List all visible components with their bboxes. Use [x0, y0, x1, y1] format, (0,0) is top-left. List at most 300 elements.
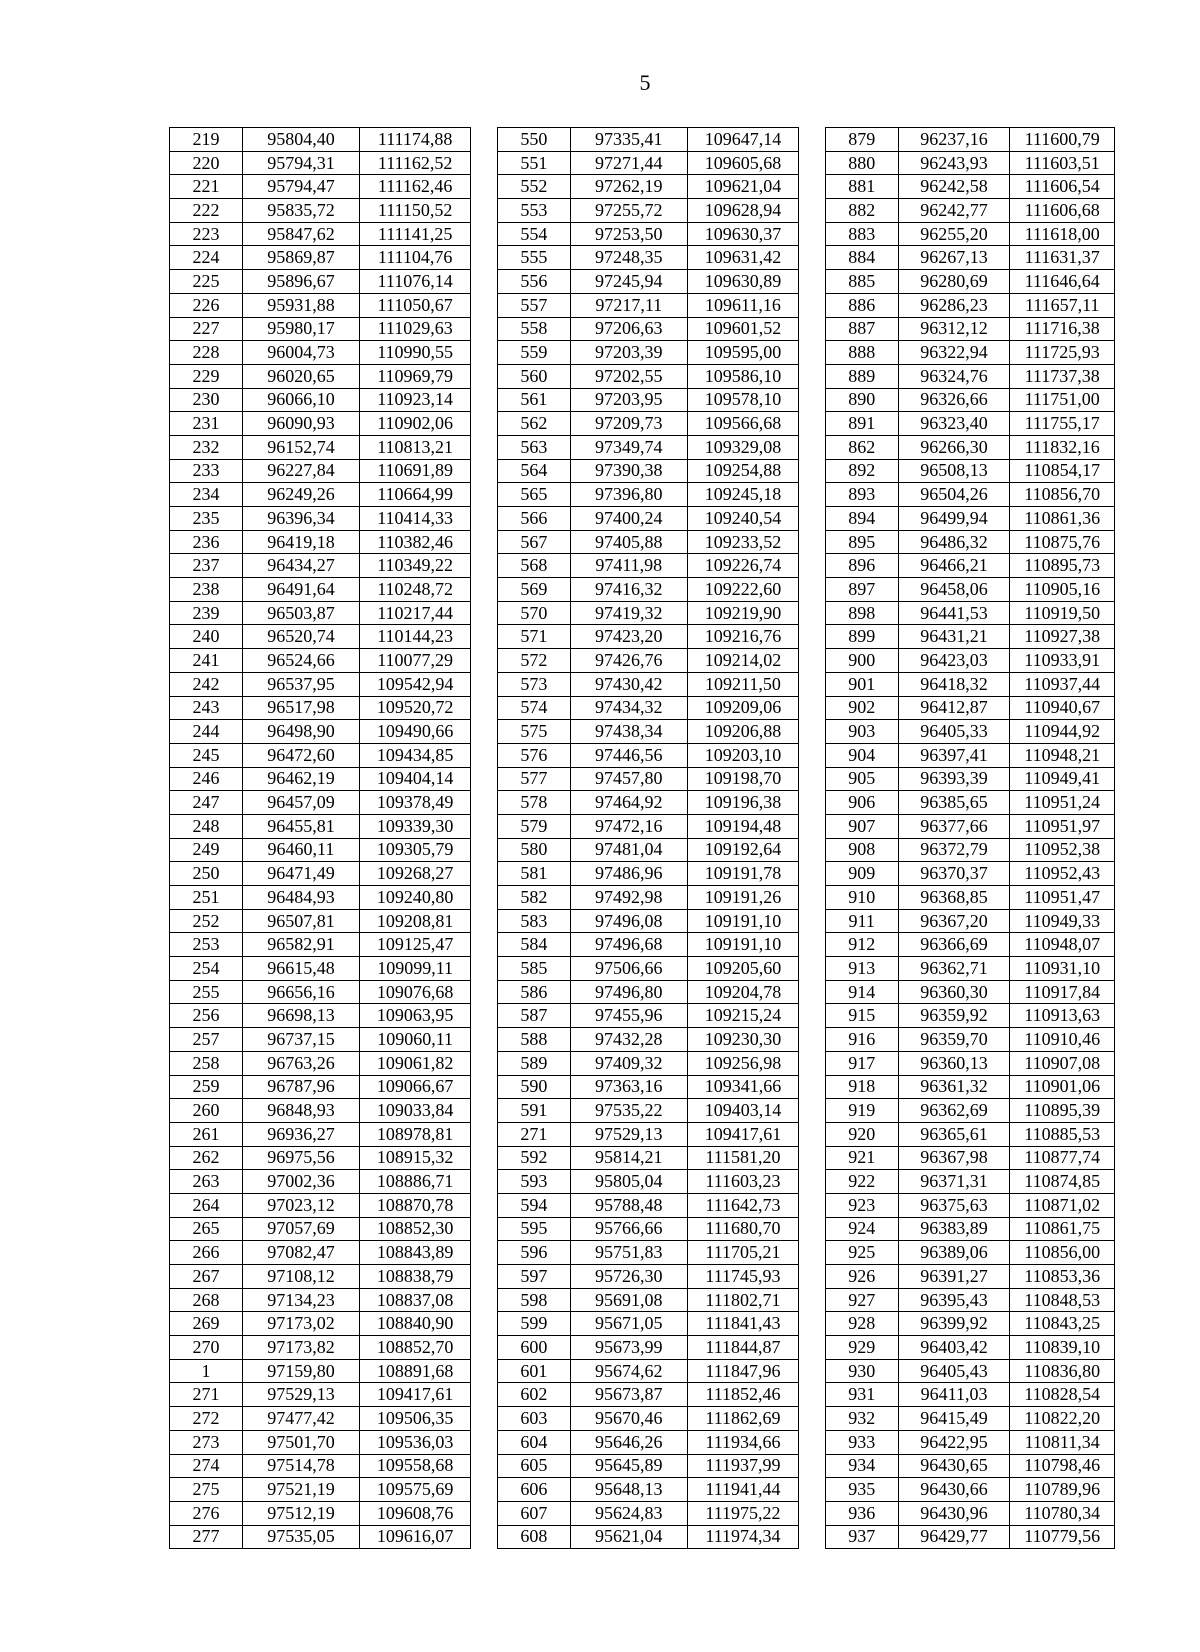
column-group-gap [471, 483, 497, 507]
column-group-gap [471, 1122, 497, 1146]
y-coordinate-cell: 111104,76 [359, 246, 471, 270]
x-coordinate-cell: 96324,76 [898, 364, 1010, 388]
y-coordinate-cell: 111642,73 [687, 1193, 799, 1217]
y-coordinate-cell: 109196,38 [687, 791, 799, 815]
x-coordinate-cell: 95671,05 [570, 1312, 687, 1336]
y-coordinate-cell: 111745,93 [687, 1265, 799, 1289]
y-coordinate-cell: 110798,46 [1010, 1454, 1115, 1478]
point-number-cell: 232 [170, 435, 243, 459]
column-group-gap [471, 1217, 497, 1241]
y-coordinate-cell: 111603,51 [1010, 151, 1115, 175]
x-coordinate-cell: 96326,66 [898, 388, 1010, 412]
table-row [170, 1217, 1115, 1241]
point-number-cell: 884 [825, 246, 898, 270]
y-coordinate-cell: 110836,80 [1010, 1359, 1115, 1383]
table-row [170, 1501, 1115, 1525]
point-number-cell: 895 [825, 530, 898, 554]
y-coordinate-cell: 110917,84 [1010, 980, 1115, 1004]
table-row [170, 1525, 1115, 1549]
point-number-cell: 608 [497, 1525, 570, 1549]
column-group-gap [799, 649, 825, 673]
column-group-gap [799, 1170, 825, 1194]
column-group-gap [471, 1241, 497, 1265]
y-coordinate-cell: 110951,97 [1010, 814, 1115, 838]
y-coordinate-cell: 109076,68 [359, 980, 471, 1004]
x-coordinate-cell: 97248,35 [570, 246, 687, 270]
point-number-cell: 259 [170, 1075, 243, 1099]
y-coordinate-cell: 110843,25 [1010, 1312, 1115, 1336]
y-coordinate-cell: 110779,56 [1010, 1525, 1115, 1549]
x-coordinate-cell: 96362,71 [898, 957, 1010, 981]
x-coordinate-cell: 96066,10 [243, 388, 360, 412]
x-coordinate-cell: 96472,60 [243, 743, 360, 767]
point-number-cell: 252 [170, 909, 243, 933]
point-number-cell: 882 [825, 199, 898, 223]
y-coordinate-cell: 109404,14 [359, 767, 471, 791]
point-number-cell: 277 [170, 1525, 243, 1549]
column-group-gap [471, 1099, 497, 1123]
y-coordinate-cell: 110789,96 [1010, 1478, 1115, 1502]
x-coordinate-cell: 97262,19 [570, 175, 687, 199]
x-coordinate-cell: 96399,92 [898, 1312, 1010, 1336]
column-group-gap [471, 364, 497, 388]
point-number-cell: 223 [170, 222, 243, 246]
point-number-cell: 600 [497, 1336, 570, 1360]
y-coordinate-cell: 109125,47 [359, 933, 471, 957]
point-number-cell: 910 [825, 886, 898, 910]
point-number-cell: 247 [170, 791, 243, 815]
page-number: 5 [639, 70, 651, 95]
column-group-gap [799, 412, 825, 436]
column-group-gap [799, 601, 825, 625]
point-number-cell: 266 [170, 1241, 243, 1265]
x-coordinate-cell: 95674,62 [570, 1359, 687, 1383]
column-group-gap [471, 862, 497, 886]
y-coordinate-cell: 109209,06 [687, 696, 799, 720]
column-group-gap [471, 388, 497, 412]
table-row [170, 1004, 1115, 1028]
table-row [170, 199, 1115, 223]
y-coordinate-cell: 111737,38 [1010, 364, 1115, 388]
x-coordinate-cell: 97023,12 [243, 1193, 360, 1217]
column-group-gap [799, 933, 825, 957]
column-group-gap [799, 1407, 825, 1431]
point-number-cell: 889 [825, 364, 898, 388]
x-coordinate-cell: 96737,15 [243, 1028, 360, 1052]
x-coordinate-cell: 97349,74 [570, 435, 687, 459]
point-number-cell: 586 [497, 980, 570, 1004]
column-group-gap [799, 696, 825, 720]
point-number-cell: 551 [497, 151, 570, 175]
table-row [170, 1336, 1115, 1360]
column-group-gap [471, 672, 497, 696]
point-number-cell: 574 [497, 696, 570, 720]
point-number-cell: 934 [825, 1454, 898, 1478]
x-coordinate-cell: 97430,42 [570, 672, 687, 696]
x-coordinate-cell: 96499,94 [898, 507, 1010, 531]
y-coordinate-cell: 109586,10 [687, 364, 799, 388]
point-number-cell: 881 [825, 175, 898, 199]
y-coordinate-cell: 111657,11 [1010, 293, 1115, 317]
point-number-cell: 1 [170, 1359, 243, 1383]
table-row [170, 862, 1115, 886]
point-number-cell: 593 [497, 1170, 570, 1194]
x-coordinate-cell: 96366,69 [898, 933, 1010, 957]
point-number-cell: 553 [497, 199, 570, 223]
y-coordinate-cell: 110885,53 [1010, 1122, 1115, 1146]
table-row [170, 222, 1115, 246]
y-coordinate-cell: 109417,61 [359, 1383, 471, 1407]
x-coordinate-cell: 97253,50 [570, 222, 687, 246]
point-number-cell: 571 [497, 625, 570, 649]
point-number-cell: 605 [497, 1454, 570, 1478]
y-coordinate-cell: 110691,89 [359, 459, 471, 483]
x-coordinate-cell: 97496,80 [570, 980, 687, 1004]
y-coordinate-cell: 109608,76 [359, 1501, 471, 1525]
y-coordinate-cell: 110895,73 [1010, 554, 1115, 578]
y-coordinate-cell: 109630,89 [687, 270, 799, 294]
y-coordinate-cell: 111862,69 [687, 1407, 799, 1431]
column-group-gap [471, 1383, 497, 1407]
column-group-gap [471, 1146, 497, 1170]
point-number-cell: 565 [497, 483, 570, 507]
point-number-cell: 897 [825, 578, 898, 602]
point-number-cell: 573 [497, 672, 570, 696]
y-coordinate-cell: 110144,23 [359, 625, 471, 649]
x-coordinate-cell: 95980,17 [243, 317, 360, 341]
y-coordinate-cell: 109208,81 [359, 909, 471, 933]
y-coordinate-cell: 109506,35 [359, 1407, 471, 1431]
x-coordinate-cell: 97464,92 [570, 791, 687, 815]
point-number-cell: 244 [170, 720, 243, 744]
column-group-gap [471, 175, 497, 199]
y-coordinate-cell: 110813,21 [359, 435, 471, 459]
column-group-gap [471, 1359, 497, 1383]
point-number-cell: 900 [825, 649, 898, 673]
column-group-gap [799, 1359, 825, 1383]
y-coordinate-cell: 110382,46 [359, 530, 471, 554]
y-coordinate-cell: 111832,16 [1010, 435, 1115, 459]
y-coordinate-cell: 108838,79 [359, 1265, 471, 1289]
y-coordinate-cell: 109216,76 [687, 625, 799, 649]
table-row [170, 1099, 1115, 1123]
x-coordinate-cell: 96484,93 [243, 886, 360, 910]
y-coordinate-cell: 111934,66 [687, 1430, 799, 1454]
column-group-gap [471, 222, 497, 246]
column-group-gap [471, 649, 497, 673]
column-group-gap [471, 270, 497, 294]
column-group-gap [471, 1028, 497, 1052]
y-coordinate-cell: 110875,76 [1010, 530, 1115, 554]
x-coordinate-cell: 97209,73 [570, 412, 687, 436]
x-coordinate-cell: 95751,83 [570, 1241, 687, 1265]
point-number-cell: 236 [170, 530, 243, 554]
point-number-cell: 239 [170, 601, 243, 625]
y-coordinate-cell: 109256,98 [687, 1051, 799, 1075]
y-coordinate-cell: 110848,53 [1010, 1288, 1115, 1312]
point-number-cell: 564 [497, 459, 570, 483]
y-coordinate-cell: 109230,30 [687, 1028, 799, 1052]
y-coordinate-cell: 111162,46 [359, 175, 471, 199]
table-row [170, 530, 1115, 554]
y-coordinate-cell: 109245,18 [687, 483, 799, 507]
point-number-cell: 886 [825, 293, 898, 317]
x-coordinate-cell: 97496,08 [570, 909, 687, 933]
point-number-cell: 885 [825, 270, 898, 294]
x-coordinate-cell: 96434,27 [243, 554, 360, 578]
point-number-cell: 913 [825, 957, 898, 981]
y-coordinate-cell: 110349,22 [359, 554, 471, 578]
column-group-gap [471, 317, 497, 341]
y-coordinate-cell: 111606,54 [1010, 175, 1115, 199]
x-coordinate-cell: 95645,89 [570, 1454, 687, 1478]
y-coordinate-cell: 110951,47 [1010, 886, 1115, 910]
point-number-cell: 599 [497, 1312, 570, 1336]
x-coordinate-cell: 96237,16 [898, 128, 1010, 152]
table-row [170, 720, 1115, 744]
y-coordinate-cell: 110907,08 [1010, 1051, 1115, 1075]
x-coordinate-cell: 97529,13 [243, 1383, 360, 1407]
table-row [170, 1312, 1115, 1336]
y-coordinate-cell: 109601,52 [687, 317, 799, 341]
column-group-gap [471, 601, 497, 625]
y-coordinate-cell: 109191,10 [687, 909, 799, 933]
table-row [170, 578, 1115, 602]
x-coordinate-cell: 97486,96 [570, 862, 687, 886]
column-group-gap [799, 222, 825, 246]
point-number-cell: 265 [170, 1217, 243, 1241]
column-group-gap [799, 1193, 825, 1217]
y-coordinate-cell: 110217,44 [359, 601, 471, 625]
table-row [170, 1028, 1115, 1052]
column-group-gap [799, 791, 825, 815]
x-coordinate-cell: 96377,66 [898, 814, 1010, 838]
column-group-gap [799, 1146, 825, 1170]
point-number-cell: 237 [170, 554, 243, 578]
point-number-cell: 242 [170, 672, 243, 696]
y-coordinate-cell: 110839,10 [1010, 1336, 1115, 1360]
column-group-gap [471, 743, 497, 767]
x-coordinate-cell: 96429,77 [898, 1525, 1010, 1549]
x-coordinate-cell: 96466,21 [898, 554, 1010, 578]
point-number-cell: 903 [825, 720, 898, 744]
point-number-cell: 261 [170, 1122, 243, 1146]
point-number-cell: 604 [497, 1430, 570, 1454]
column-group-gap [799, 1004, 825, 1028]
x-coordinate-cell: 96405,33 [898, 720, 1010, 744]
point-number-cell: 557 [497, 293, 570, 317]
table-row [170, 838, 1115, 862]
x-coordinate-cell: 95621,04 [570, 1525, 687, 1549]
x-coordinate-cell: 96517,98 [243, 696, 360, 720]
column-group-gap [471, 886, 497, 910]
y-coordinate-cell: 111802,71 [687, 1288, 799, 1312]
table-row [170, 625, 1115, 649]
point-number-cell: 925 [825, 1241, 898, 1265]
y-coordinate-cell: 109192,64 [687, 838, 799, 862]
x-coordinate-cell: 96323,40 [898, 412, 1010, 436]
column-group-gap [799, 862, 825, 886]
point-number-cell: 575 [497, 720, 570, 744]
column-group-gap [799, 364, 825, 388]
point-number-cell: 250 [170, 862, 243, 886]
table-row [170, 1430, 1115, 1454]
y-coordinate-cell: 110910,46 [1010, 1028, 1115, 1052]
x-coordinate-cell: 95788,48 [570, 1193, 687, 1217]
x-coordinate-cell: 96936,27 [243, 1122, 360, 1146]
x-coordinate-cell: 97173,02 [243, 1312, 360, 1336]
x-coordinate-cell: 96498,90 [243, 720, 360, 744]
table-row [170, 364, 1115, 388]
point-number-cell: 264 [170, 1193, 243, 1217]
x-coordinate-cell: 97446,56 [570, 743, 687, 767]
x-coordinate-cell: 96615,48 [243, 957, 360, 981]
table-row [170, 293, 1115, 317]
x-coordinate-cell: 97472,16 [570, 814, 687, 838]
point-number-cell: 601 [497, 1359, 570, 1383]
column-group-gap [471, 246, 497, 270]
column-group-gap [799, 814, 825, 838]
column-group-gap [799, 554, 825, 578]
point-number-cell: 906 [825, 791, 898, 815]
x-coordinate-cell: 97529,13 [570, 1122, 687, 1146]
column-group-gap [799, 1288, 825, 1312]
point-number-cell: 893 [825, 483, 898, 507]
x-coordinate-cell: 96243,93 [898, 151, 1010, 175]
x-coordinate-cell: 96383,89 [898, 1217, 1010, 1241]
point-number-cell: 577 [497, 767, 570, 791]
point-number-cell: 924 [825, 1217, 898, 1241]
x-coordinate-cell: 96460,11 [243, 838, 360, 862]
point-number-cell: 594 [497, 1193, 570, 1217]
y-coordinate-cell: 109205,60 [687, 957, 799, 981]
column-group-gap [471, 1430, 497, 1454]
point-number-cell: 243 [170, 696, 243, 720]
point-number-cell: 228 [170, 341, 243, 365]
column-group-gap [799, 483, 825, 507]
x-coordinate-cell: 97416,32 [570, 578, 687, 602]
x-coordinate-cell: 96507,81 [243, 909, 360, 933]
y-coordinate-cell: 109434,85 [359, 743, 471, 767]
column-group-gap [799, 1028, 825, 1052]
x-coordinate-cell: 97202,55 [570, 364, 687, 388]
column-group-gap [471, 128, 497, 152]
y-coordinate-cell: 111603,23 [687, 1170, 799, 1194]
x-coordinate-cell: 97396,80 [570, 483, 687, 507]
point-number-cell: 879 [825, 128, 898, 152]
column-group-gap [471, 341, 497, 365]
x-coordinate-cell: 97159,80 [243, 1359, 360, 1383]
x-coordinate-cell: 95646,26 [570, 1430, 687, 1454]
point-number-cell: 894 [825, 507, 898, 531]
x-coordinate-cell: 97492,98 [570, 886, 687, 910]
y-coordinate-cell: 109578,10 [687, 388, 799, 412]
column-group-gap [799, 1217, 825, 1241]
x-coordinate-cell: 96389,06 [898, 1241, 1010, 1265]
y-coordinate-cell: 109240,80 [359, 886, 471, 910]
x-coordinate-cell: 97506,66 [570, 957, 687, 981]
y-coordinate-cell: 110923,14 [359, 388, 471, 412]
table-row [170, 1407, 1115, 1431]
table-row [170, 649, 1115, 673]
table-row [170, 1383, 1115, 1407]
y-coordinate-cell: 111076,14 [359, 270, 471, 294]
point-number-cell: 916 [825, 1028, 898, 1052]
x-coordinate-cell: 96419,18 [243, 530, 360, 554]
y-coordinate-cell: 109254,88 [687, 459, 799, 483]
column-group-gap [471, 1454, 497, 1478]
x-coordinate-cell: 95648,13 [570, 1478, 687, 1502]
y-coordinate-cell: 109647,14 [687, 128, 799, 152]
y-coordinate-cell: 109219,90 [687, 601, 799, 625]
y-coordinate-cell: 110905,16 [1010, 578, 1115, 602]
point-number-cell: 603 [497, 1407, 570, 1431]
point-number-cell: 596 [497, 1241, 570, 1265]
y-coordinate-cell: 110952,38 [1010, 838, 1115, 862]
y-coordinate-cell: 109204,78 [687, 980, 799, 1004]
coordinates-table-body [170, 128, 1115, 1549]
point-number-cell: 272 [170, 1407, 243, 1431]
point-number-cell: 909 [825, 862, 898, 886]
column-group-gap [799, 1241, 825, 1265]
x-coordinate-cell: 95896,67 [243, 270, 360, 294]
y-coordinate-cell: 108915,32 [359, 1146, 471, 1170]
y-coordinate-cell: 109628,94 [687, 199, 799, 223]
point-number-cell: 246 [170, 767, 243, 791]
column-group-gap [799, 151, 825, 175]
table-row [170, 459, 1115, 483]
column-group-gap [471, 1525, 497, 1549]
column-group-gap [471, 1265, 497, 1289]
x-coordinate-cell: 97173,82 [243, 1336, 360, 1360]
point-number-cell: 935 [825, 1478, 898, 1502]
x-coordinate-cell: 95869,87 [243, 246, 360, 270]
y-coordinate-cell: 111844,87 [687, 1336, 799, 1360]
table-row [170, 554, 1115, 578]
y-coordinate-cell: 110931,10 [1010, 957, 1115, 981]
x-coordinate-cell: 97108,12 [243, 1265, 360, 1289]
y-coordinate-cell: 110895,39 [1010, 1099, 1115, 1123]
point-number-cell: 926 [825, 1265, 898, 1289]
x-coordinate-cell: 96491,64 [243, 578, 360, 602]
y-coordinate-cell: 108891,68 [359, 1359, 471, 1383]
column-group-gap [471, 199, 497, 223]
x-coordinate-cell: 97481,04 [570, 838, 687, 862]
x-coordinate-cell: 96524,66 [243, 649, 360, 673]
x-coordinate-cell: 95805,04 [570, 1170, 687, 1194]
y-coordinate-cell: 110877,74 [1010, 1146, 1115, 1170]
point-number-cell: 597 [497, 1265, 570, 1289]
y-coordinate-cell: 111841,43 [687, 1312, 799, 1336]
point-number-cell: 230 [170, 388, 243, 412]
y-coordinate-cell: 109033,84 [359, 1099, 471, 1123]
column-group-gap [471, 957, 497, 981]
table-row [170, 1359, 1115, 1383]
x-coordinate-cell: 96362,69 [898, 1099, 1010, 1123]
y-coordinate-cell: 110944,92 [1010, 720, 1115, 744]
y-coordinate-cell: 111974,34 [687, 1525, 799, 1549]
x-coordinate-cell: 97255,72 [570, 199, 687, 223]
x-coordinate-cell: 95673,99 [570, 1336, 687, 1360]
y-coordinate-cell: 109605,68 [687, 151, 799, 175]
point-number-cell: 579 [497, 814, 570, 838]
point-number-cell: 219 [170, 128, 243, 152]
x-coordinate-cell: 96763,26 [243, 1051, 360, 1075]
x-coordinate-cell: 97082,47 [243, 1241, 360, 1265]
y-coordinate-cell: 111751,00 [1010, 388, 1115, 412]
table-row [170, 814, 1115, 838]
column-group-gap [799, 1336, 825, 1360]
